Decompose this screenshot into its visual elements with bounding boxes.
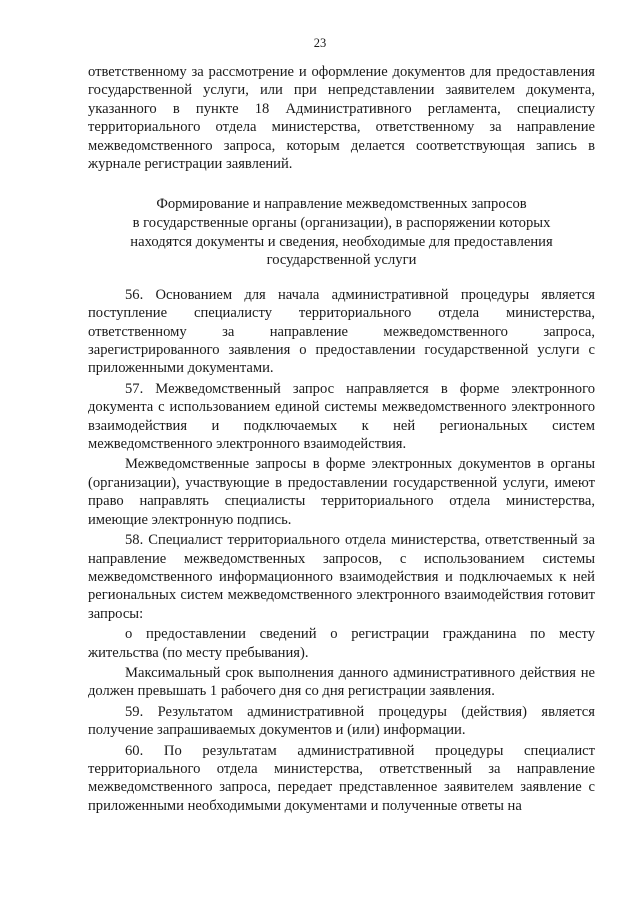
paragraph-59: 59. Результатом административной процедуры (действия) является получение запрашиваемых документов и (или) информации.: [88, 703, 595, 739]
paragraph-58-registration-item: о предоставлении сведений о регистрации гражданина по месту жительства (по месту пребывания).: [88, 626, 595, 661]
paragraph-58: 58. Специалист территориального отдела министерства, ответственный за направление межведомственных запросов, с использованием системы межведомственного информационного взаимодействия и подключаемых к ней региональных систем межведомственного электронного взаимодействия готовит запросы:: [88, 532, 595, 622]
page-number: 23: [313, 36, 327, 50]
paragraph-60: 60. По результатам административной процедуры специалист территориального отдела министерства, ответственный за направление межведомственного запроса, передает представленное заявителем заявление с приложенными необходимыми документами и полученные ответы на: [88, 742, 595, 814]
paragraph-57-electronic-requests: Межведомственные запросы в форме электронных документов в органы (организации), участвующие в предоставлении государственной услуги, имеют право направлять специалисты территориального отдела министерства, имеющие электронную подпись.: [88, 456, 595, 528]
document-body: [88, 63, 595, 815]
section-heading-line: государственной услуги: [266, 252, 417, 269]
section-heading-line: Формирование и направление межведомственных запросов: [156, 196, 527, 213]
section-heading: [88, 195, 595, 269]
section-heading-line: находятся документы и сведения, необходимые для предоставления: [130, 233, 553, 250]
paragraph-58-deadline: Максимальный срок выполнения данного административного действия не должен превышать 1 рабочего дня со дня регистрации заявления.: [88, 664, 595, 700]
lead-paragraph: ответственному за рассмотрение и оформление документов для предоставления государственной услуги, или при непредставлении заявителем документа, указанного в пункте 18 Административного регламента, специалисту территориального отдела министерства, ответственному за направление межведомственного запроса, которым делается соответствующая запись в журнале регистрации заявлений.: [88, 64, 595, 173]
paragraph-57: 57. Межведомственный запрос направляется в форме электронного документа с использованием единой системы межведомственного электронного взаимодействия и подключаемых к ней региональных систем межведомственного электронного взаимодействия.: [88, 380, 595, 453]
section-heading-line: в государственные органы (организации), в распоряжении которых: [132, 215, 551, 232]
paragraph-56: 56. Основанием для начала административной процедуры является поступление специалисту территориального отдела министерства, ответственному за направление межведомственного запроса, зарегистрированного заявления о предоставлении государственной услуги с приложенными документами.: [88, 286, 595, 377]
